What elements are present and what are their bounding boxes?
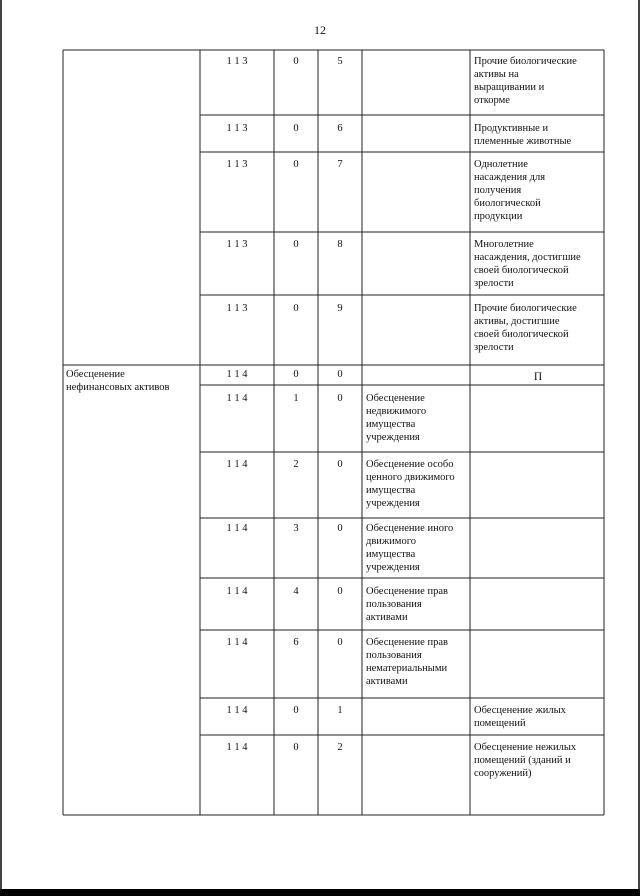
table-row-code-group: 0 — [293, 239, 299, 250]
table-row-name-col5: Прочие биологические активы на выращивании и откорме — [474, 56, 577, 106]
table-row-code-account: 1 1 4 — [226, 586, 248, 597]
table-row-code-type: 5 — [337, 56, 343, 67]
table-row-code-group: 0 — [293, 369, 299, 380]
table-row-code-account: 1 1 3 — [226, 56, 248, 67]
scan-bottom-edge — [0, 889, 640, 896]
table-row-name-col4: Обесценение прав пользования нематериальными активами — [366, 637, 448, 687]
table-row-name-col5: Прочие биологические активы, достигшие своей биологической зрелости — [474, 303, 577, 353]
table-row-code-type: 0 — [337, 369, 343, 380]
table-row-code-group: 0 — [293, 123, 299, 134]
table-row-name-col5: Многолетние насаждения, достигшие своей биологической зрелости — [474, 239, 581, 289]
table-row-code-account: 1 1 3 — [226, 159, 248, 170]
table-row-code-type: 8 — [337, 239, 343, 250]
table-row-code-group: 0 — [293, 742, 299, 753]
table-row-code-group: 0 — [293, 705, 299, 716]
table-row-code-type: 0 — [337, 523, 343, 534]
table-row-code-group: 4 — [293, 586, 299, 597]
table-row-code-type: 0 — [337, 459, 343, 470]
table-row-name-col5: Однолетние насаждения для получения биологической продукции — [474, 159, 546, 222]
table-row-code-group: 6 — [293, 637, 299, 648]
table-row-name-col5: Продуктивные и племенные животные — [474, 123, 572, 147]
table-row-name-col4: Обесценение иного движимого имущества учреждения — [366, 523, 454, 573]
table-row-code-type: 7 — [337, 159, 343, 170]
table-row-code-account: 1 1 4 — [226, 742, 248, 753]
table-row-code-account: 1 1 3 — [226, 123, 248, 134]
table-row-name-col4: Обесценение особо ценного движимого имущества учреждения — [366, 459, 455, 509]
table-row-code-group: 0 — [293, 56, 299, 67]
table-row-code-type: 1 — [337, 705, 343, 716]
table-row-group-name: Обесценение нефинансовых активов — [66, 369, 170, 393]
table-row-code-account: 1 1 3 — [226, 239, 248, 250]
table-row-name-col5: Обесценение жилых помещений — [474, 705, 566, 729]
table-row-name-col4: Обесценение недвижимого имущества учреждения — [366, 393, 427, 443]
table-row-code-type: 0 — [337, 393, 343, 404]
table-row-code-account: 1 1 4 — [226, 459, 248, 470]
table-row-code-group: 3 — [293, 523, 299, 534]
table-row-code-group: 0 — [293, 159, 299, 170]
table-row-code-group: 0 — [293, 303, 299, 314]
table-row-code-type: 0 — [337, 586, 343, 597]
table-row-code-group: 2 — [293, 459, 299, 470]
table-row-name-col4: Обесценение прав пользования активами — [366, 586, 448, 623]
table-row-code-type: 6 — [337, 123, 343, 134]
table-row-code-type: 9 — [337, 303, 343, 314]
table-row-code-group: 1 — [293, 393, 299, 404]
table-row-code-account: 1 1 4 — [226, 637, 248, 648]
page-number: 12 — [314, 23, 326, 37]
table-row-code-type: 0 — [337, 637, 343, 648]
table-row-code-account: 1 1 4 — [226, 369, 248, 380]
table-row-code-account: 1 1 4 — [226, 523, 248, 534]
table-row-code-type: 2 — [337, 742, 343, 753]
table-row-name-col5: П — [533, 371, 543, 383]
table-row-name-col5: Обесценение нежилых помещений (зданий и сооружений) — [474, 742, 577, 779]
table-row-code-account: 1 1 4 — [226, 393, 248, 404]
table-row-code-account: 1 1 4 — [226, 705, 248, 716]
scan-left-edge — [0, 0, 2, 896]
table-row-code-account: 1 1 3 — [226, 303, 248, 314]
